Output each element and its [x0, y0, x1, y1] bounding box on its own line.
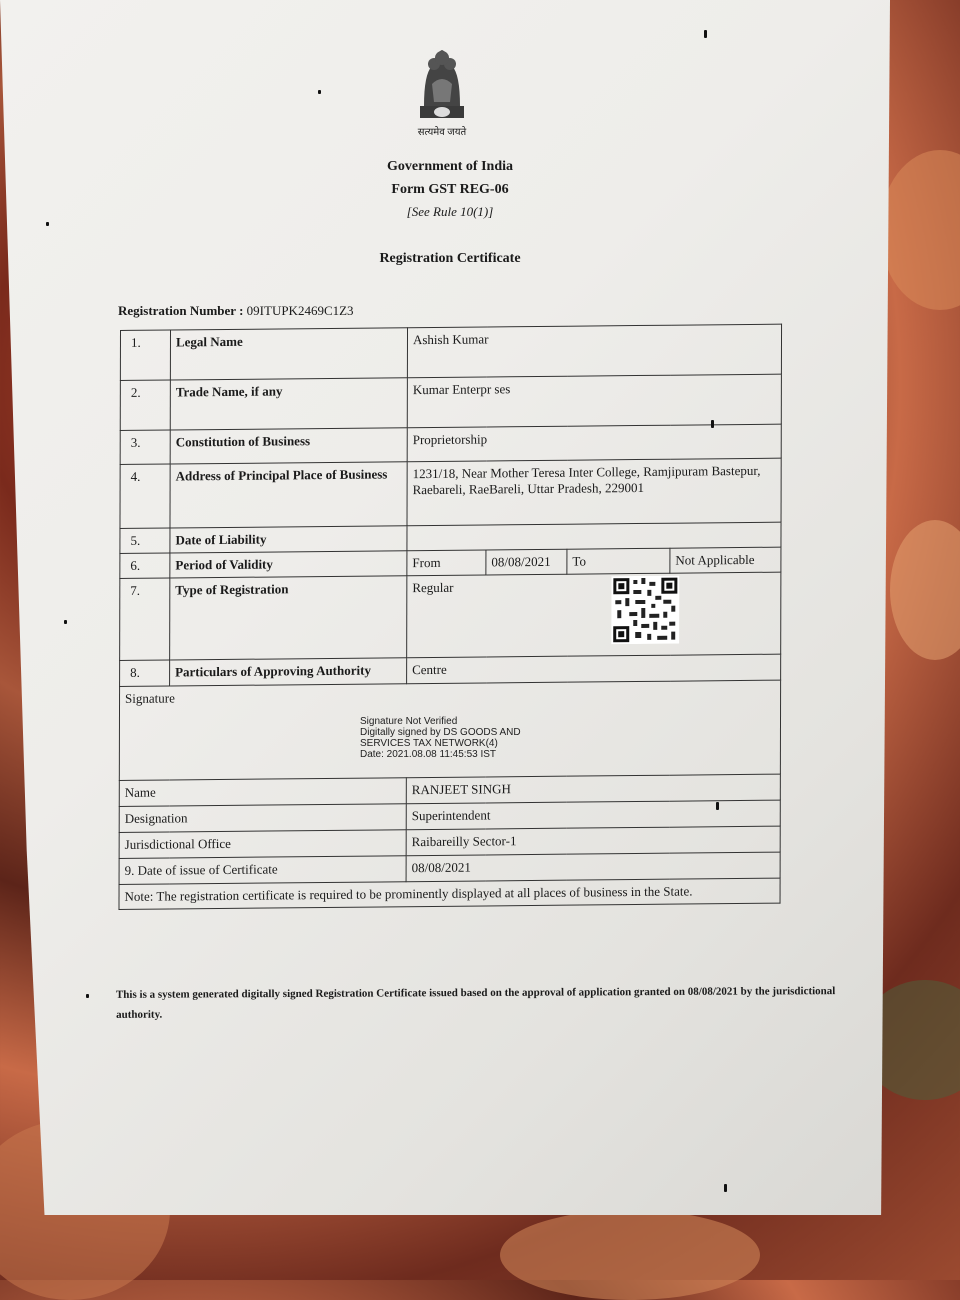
paper-speck [64, 620, 67, 624]
officer-name-label: Name [119, 778, 406, 807]
row-label: Constitution of Business [170, 428, 407, 464]
footer-statement: This is a system generated digitally signed Registration Certificate issued based on the approval of application granted on 08/08/2021 by the jurisdictional authority. [115, 985, 836, 1021]
jurisdictional-office-label: Jurisdictional Office [119, 830, 406, 859]
certificate-title: Registration Certificate [379, 251, 521, 266]
paper-speck [704, 30, 707, 38]
row-number: 8. [120, 660, 170, 686]
registration-number-value: 09ITUPK2469C1Z3 [246, 303, 354, 318]
legal-name-value: Ashish Kumar [407, 324, 781, 378]
registration-number [118, 303, 354, 319]
fabric-pattern [500, 1210, 760, 1300]
table-row [120, 374, 781, 430]
issue-date-label: 9. Date of issue of Certificate [119, 856, 406, 885]
signature-signer-line1: Digitally signed by DS GOODS AND [360, 727, 521, 738]
officer-name-value: RANJEET SINGH [406, 774, 780, 804]
jurisdictional-office-value: Raibareilly Sector-1 [406, 826, 780, 856]
row-number: 1. [120, 330, 170, 380]
qr-code-icon [611, 576, 679, 645]
row-label: Date of Liability [170, 526, 407, 553]
form-title: Form GST REG-06 [391, 182, 509, 197]
table-row [119, 878, 780, 909]
constitution-value: Proprietorship [407, 424, 781, 462]
signature-signer-line2: SERVICES TAX NETWORK(4) [360, 738, 498, 749]
row-number: 6. [120, 553, 170, 578]
liability-date-value [407, 522, 781, 551]
table-row [120, 572, 781, 660]
row-number: 4. [120, 464, 170, 528]
row-number: 5. [120, 528, 170, 553]
approving-authority-value: Centre [407, 654, 781, 684]
address-value: 1231/18, Near Mother Teresa Inter College, Ramjipuram Bastepur, Raebareli, RaeBareli, Uttar Pradesh, 229001 [407, 458, 781, 526]
registration-type-cell [407, 572, 781, 658]
paper-speck [711, 420, 714, 428]
trade-name-value: Kumar Enterpr ses [407, 374, 781, 428]
paper-speck [318, 90, 321, 94]
row-label: Particulars of Approving Authority [170, 658, 407, 686]
national-emblem-icon [410, 44, 474, 134]
validity-to-label: To [567, 548, 670, 574]
digital-signature-block [360, 716, 521, 760]
row-label: Trade Name, if any [170, 378, 407, 430]
paper-speck [46, 222, 49, 226]
signature-date: Date: 2021.08.08 11:45:53 IST [360, 749, 497, 760]
signature-label: Signature [119, 680, 780, 780]
issue-date-value: 08/08/2021 [406, 852, 780, 882]
registration-number-label: Registration Number : [118, 303, 244, 318]
registration-type-value: Regular [412, 579, 454, 596]
row-number: 2. [120, 380, 170, 430]
validity-from-value: 08/08/2021 [486, 549, 567, 575]
display-note: Note: The registration certificate is required to be prominently displayed at all places of business in the State. [119, 878, 780, 909]
designation-label: Designation [119, 804, 406, 833]
validity-to-value: Not Applicable [670, 547, 781, 573]
row-label: Type of Registration [170, 576, 407, 660]
row-label: Period of Validity [170, 551, 407, 578]
row-number: 7. [120, 578, 170, 660]
designation-value: Superintendent [406, 800, 780, 830]
row-label: Address of Principal Place of Business [170, 462, 407, 528]
rule-reference: [See Rule 10(1)] [406, 204, 494, 219]
validity-from-label: From [407, 550, 486, 576]
table-row [120, 324, 781, 380]
fabric-pattern [890, 520, 960, 660]
paper-speck [716, 802, 719, 810]
signature-status: Signature Not Verified [360, 716, 458, 727]
paper-speck [86, 994, 89, 998]
government-heading: Government of India [387, 159, 513, 174]
certificate-table [118, 324, 782, 935]
row-number: 3. [120, 430, 170, 464]
row-label: Legal Name [170, 328, 407, 380]
table-row [120, 458, 781, 528]
paper-speck [724, 1184, 727, 1192]
emblem-motto: सत्यमेव जयते [417, 127, 467, 138]
